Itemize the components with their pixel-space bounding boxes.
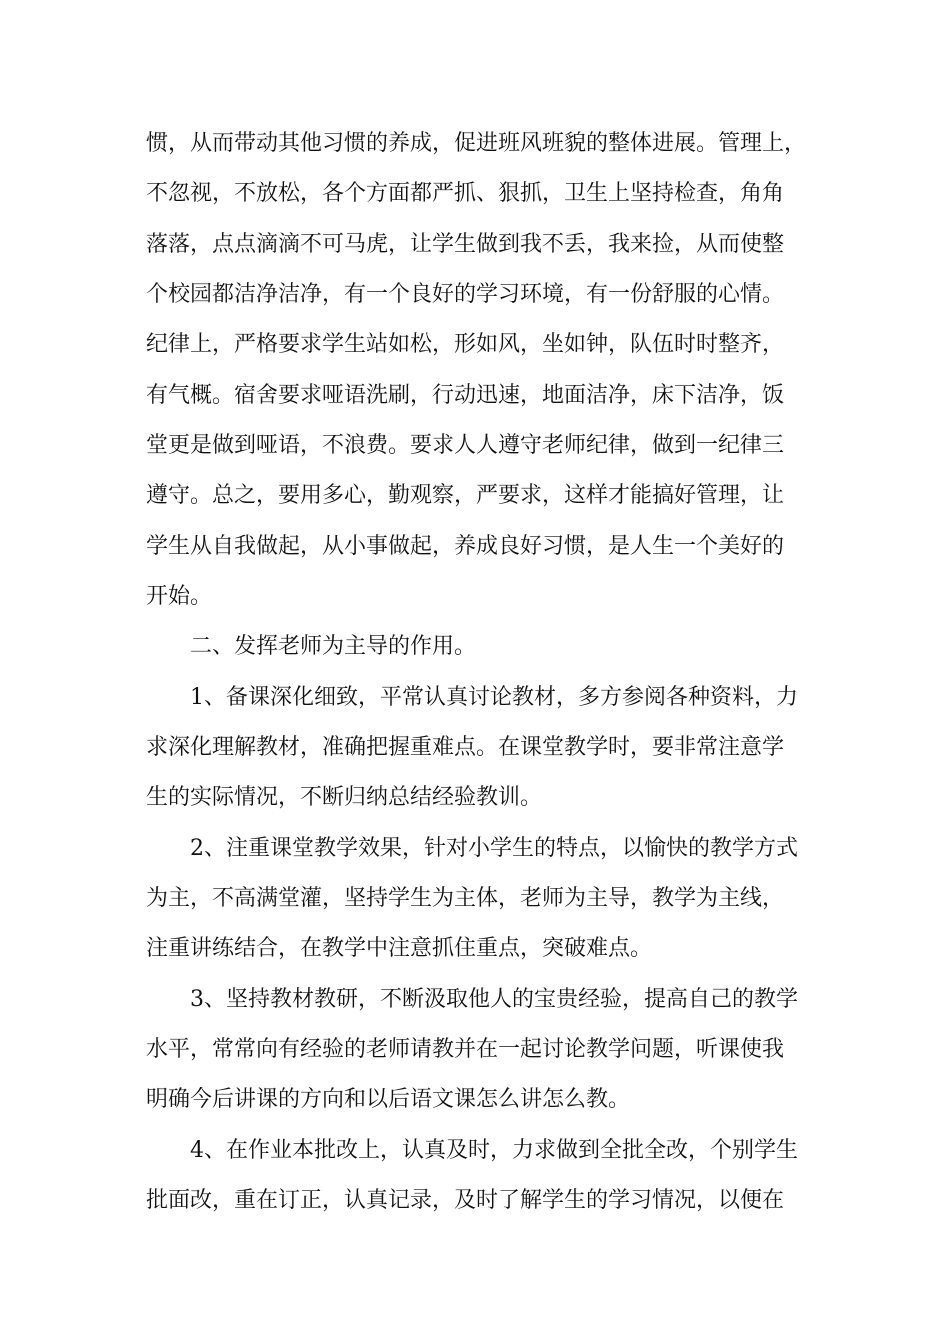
text-line: 个校园都洁净洁净，有一个良好的学习环境，有一份舒服的心情。 — [146, 282, 785, 307]
text-line: 注重讲练结合，在教学中注意抓住重点，突破难点。 — [146, 936, 653, 961]
text-line: 生的实际情况，不断归纳总结经验教训。 — [146, 785, 543, 810]
text-line: 开始。 — [146, 584, 213, 609]
text-line: 学生从自我做起，从小事做起，养成良好习惯，是人生一个美好的 — [146, 534, 785, 559]
text-line: 求深化理解教材，准确把握重难点。在课堂教学时，要非常注意学 — [146, 735, 785, 760]
text-line: 明确今后讲课的方向和以后语文课怎么讲怎么教。 — [146, 1087, 631, 1112]
text-line: 落落，点点滴滴不可马虎，让学生做到我不丢，我来捡，从而使整 — [146, 232, 785, 257]
section-heading: 二、发挥老师为主导的作用。 — [190, 634, 477, 659]
text-line: 堂更是做到哑语，不浪费。要求人人遵守老师纪律，做到一纪律三 — [146, 433, 785, 458]
text-line: 遵守。总之，要用多心，勤观察，严要求，这样才能搞好管理，让 — [146, 483, 785, 508]
text-line: 1、备课深化细致，平常认真讨论教材，多方参阅各种资料，力 — [190, 685, 798, 710]
text-line: 为主，不高满堂灌，坚持学生为主体，老师为主导，教学为主线， — [146, 886, 785, 911]
text-line: 纪律上，严格要求学生站如松，形如风，坐如钟，队伍时时整齐， — [146, 332, 785, 357]
text-line: 2、注重课堂教学效果，针对小学生的特点，以愉快的教学方式 — [190, 836, 798, 861]
text-line: 4、在作业本批改上，认真及时，力求做到全批全改，个别学生 — [190, 1138, 798, 1163]
text-line: 批面改，重在订正，认真记录，及时了解学生的学习情况，以便在 — [146, 1188, 785, 1213]
text-line: 有气概。宿舍要求哑语洗刷，行动迅速，地面洁净，床下洁净，饭 — [146, 383, 785, 408]
text-line: 3、坚持教材教研，不断汲取他人的宝贵经验，提高自己的教学 — [190, 987, 798, 1012]
text-line: 惯，从而带动其他习惯的养成，促进班风班貌的整体进展。管理上， — [146, 131, 807, 156]
text-line: 水平，常常向有经验的老师请教并在一起讨论教学问题，听课使我 — [146, 1037, 785, 1062]
text-line: 不忽视，不放松，各个方面都严抓、狠抓，卫生上坚持检查，角角 — [146, 181, 785, 206]
